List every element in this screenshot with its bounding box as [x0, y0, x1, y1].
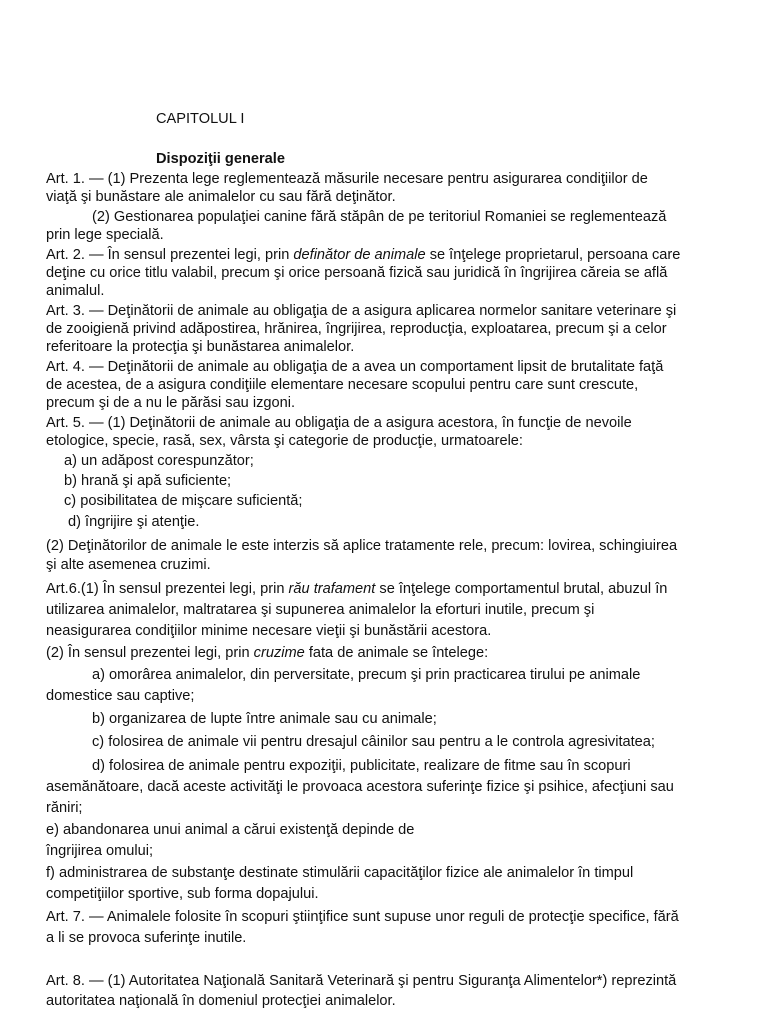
art2-pre: Art. 2. — În sensul prezentei legi, prin [46, 247, 294, 263]
art2-line3: animalul. [46, 283, 105, 299]
art1-line2: viaţă şi bunăstare ale animalelor cu sau fără deţinător. [46, 189, 396, 205]
art7-line2: a li se provoca suferinţe inutile. [46, 930, 247, 946]
art6-line3: neasigurarea condiţiilor minime necesare vieţii şi bunăstării acestora. [46, 623, 492, 639]
art5-p2-line2: şi alte asemenea cruzimi. [46, 557, 211, 573]
art6-item-e-line2: îngrijirea omului; [46, 843, 154, 859]
art2-term: definător de animale [293, 247, 426, 263]
art3-line1: Art. 3. — Deţinătorii de animale au obligaţia de a asigura aplicarea normelor sanitare veterinare şi [46, 303, 677, 319]
art6-p2-term: cruzime [253, 645, 305, 661]
art5-item-d: d) îngrijire şi atenţie. [68, 514, 200, 530]
art6-item-d-line1: d) folosirea de animale pentru expoziţii, publicitate, realizare de fitme sau în scopuri [92, 758, 631, 774]
art1-line1: Art. 1. — (1) Prezenta lege reglementează măsurile necesare pentru asigurarea condiţiilor de [46, 171, 648, 187]
art5-item-a: a) un adăpost corespunzător; [64, 453, 254, 469]
art6-p2-post: fata de animale se întelege: [304, 645, 489, 661]
art4-line2: de acestea, de a asigura condiţiile elementare necesare scopului pentru care sunt crescute, [46, 377, 639, 393]
art5-line2: etologice, specie, rasă, sex, vârsta şi categorie de producţie, urmatoarele: [46, 433, 523, 449]
art2-post: se înţelege proprietarul, persoana care [425, 247, 681, 263]
section-heading: Dispoziţii generale [156, 151, 285, 167]
art3-line3: referitoare la protecţia şi bunăstarea animalelor. [46, 339, 355, 355]
art8-line2: autoritatea naţională în domeniul protecţiei animalelor. [46, 993, 396, 1009]
art6-item-c: c) folosirea de animale vii pentru dresajul câinilor sau pentru a le controla agresivitatea; [92, 734, 655, 750]
art3-line2: de zooigienă privind adăpostirea, hrănirea, îngrijirea, reproducţia, exploatarea, precum şi a celor [46, 321, 667, 337]
art6-item-a-line2: domestice sau captive; [46, 688, 195, 704]
art6-item-b: b) organizarea de lupte între animale sau cu animale; [92, 711, 437, 727]
art5-p2-line1: (2) Deţinătorilor de animale le este interzis să aplice tratamente rele, precum: lovirea, schingiuirea [46, 538, 678, 554]
art6-post: se înţelege comportamentul brutal, abuzul în [375, 581, 668, 597]
art6-item-f-line1: f) administrarea de substanţe destinate stimulării capacităţilor fizice ale animalelor în timpul [46, 865, 634, 881]
art6-item-d-line2: asemănătoare, dacă aceste activităţi le provoaca acestora suferinţe fizice şi psihice, afecţiuni sau [46, 779, 674, 795]
art1-line3: (2) Gestionarea populaţiei canine fără stăpân de pe teritoriul Romaniei se reglementează [92, 209, 667, 225]
art5-line1: Art. 5. — (1) Deţinătorii de animale au obligaţia de a asigura acestora, în funcţie de nevoile [46, 415, 632, 431]
art6-p2-line1 [46, 644, 488, 662]
art6-pre: Art.6.(1) În sensul prezentei legi, prin [46, 581, 289, 597]
art8-line1: Art. 8. — (1) Autoritatea Naţională Sanitară Veterinară şi pentru Siguranţa Alimentelor*) reprezintă [46, 973, 677, 989]
art4-line1: Art. 4. — Deţinătorii de animale au obligaţia de a avea un comportament lipsit de brutalitate faţă [46, 359, 664, 375]
art2-line1 [46, 246, 680, 264]
art5-item-b: b) hrană şi apă suficiente; [64, 473, 232, 489]
art2-line2: deţine cu orice titlu valabil, precum şi orice persoană fizică sau juridică în îngrijirea căreia se află [46, 265, 668, 281]
art1-line4: prin lege specială. [46, 227, 164, 243]
art6-item-a-line1: a) omorârea animalelor, din perversitate, precum şi prin practicarea tirului pe animale [92, 667, 641, 683]
chapter-title: CAPITOLUL I [156, 111, 245, 127]
art6-term: rău trafament [288, 581, 376, 597]
art6-line2: utilizarea animalelor, maltratarea şi supunerea animalelor la eforturi inutile, precum şi [46, 602, 595, 618]
art6-item-d-line3: răniri; [46, 800, 83, 816]
art5-item-c: c) posibilitatea de mişcare suficientă; [64, 493, 303, 509]
art4-line3: precum şi de a nu le părăsi sau izgoni. [46, 395, 296, 411]
art6-item-f-line2: competiţiilor sportive, sub forma dopajului. [46, 886, 319, 902]
art6-line1 [46, 580, 667, 598]
art7-line1: Art. 7. — Animalele folosite în scopuri ştiinţifice sunt supuse unor reguli de protecţie specifice, fără [46, 909, 679, 925]
art6-item-e-line1: e) abandonarea unui animal a cărui existenţă depinde de [46, 822, 415, 838]
art6-p2-pre: (2) În sensul prezentei legi, prin [46, 645, 254, 661]
